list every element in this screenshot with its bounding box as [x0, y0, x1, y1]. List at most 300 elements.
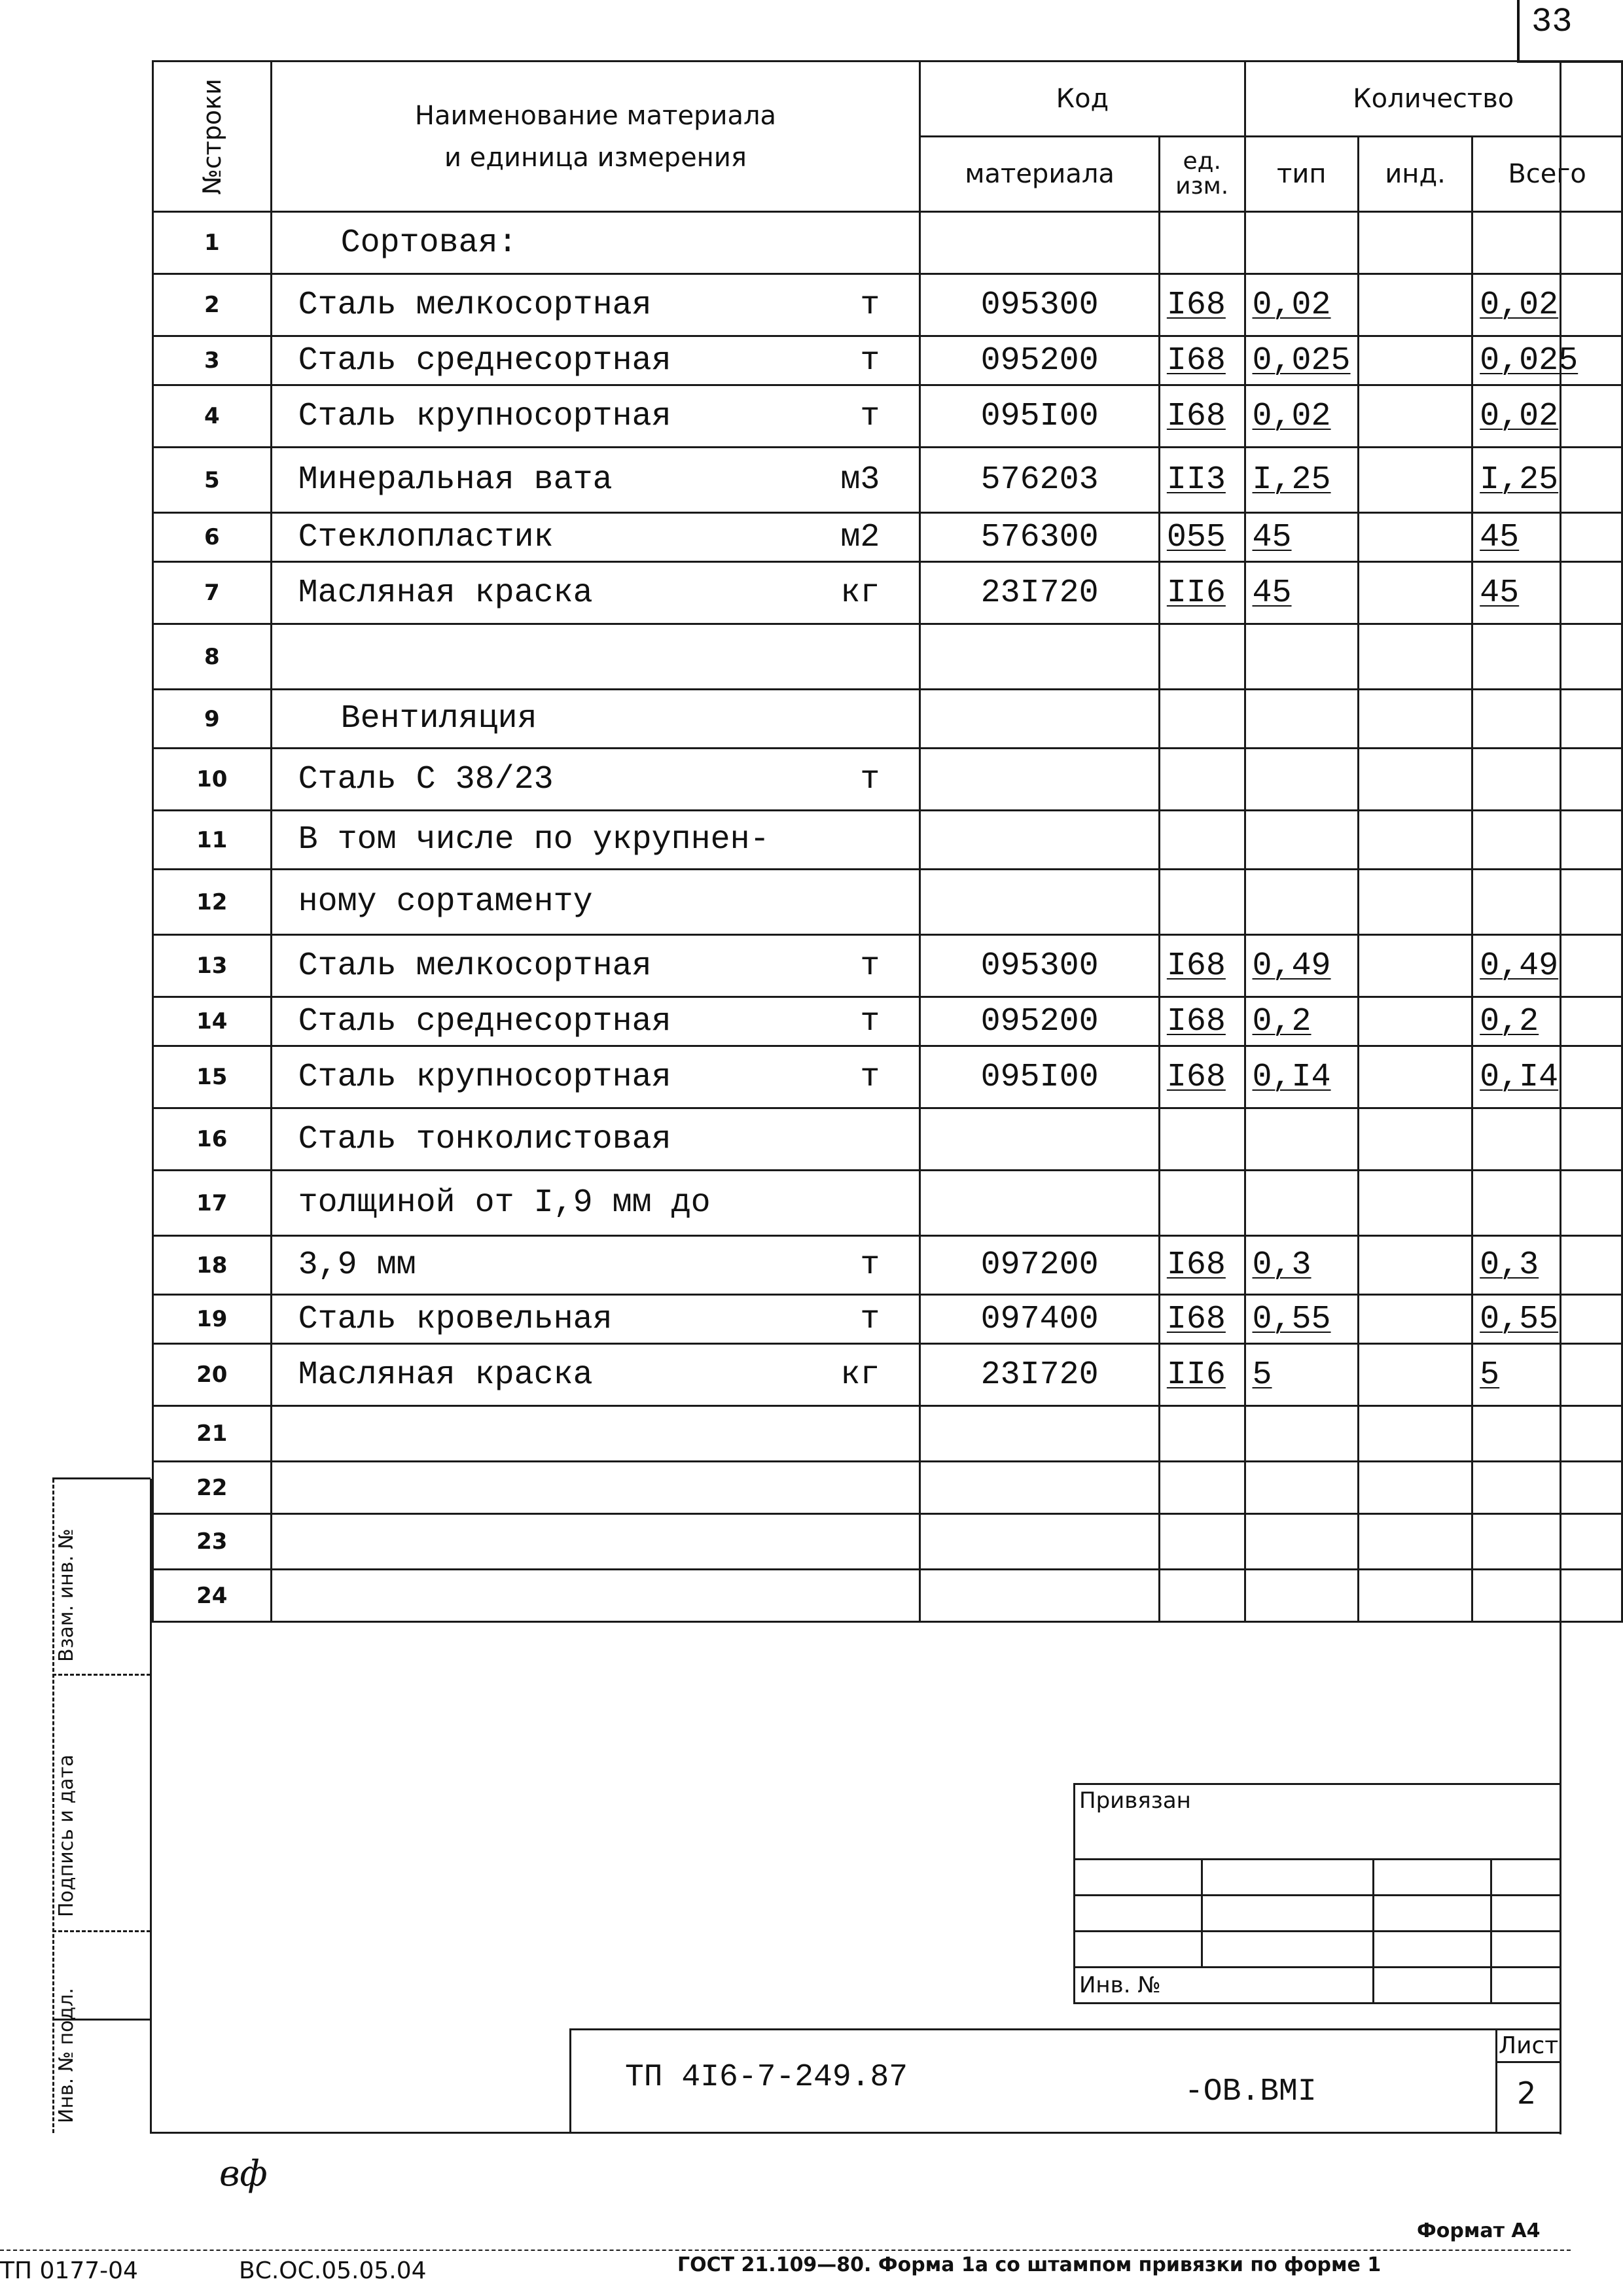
header-material-name: Наименование материала и единица измерения: [271, 62, 920, 212]
material-code-cell: [920, 1108, 1159, 1171]
quantity-type-cell: [1245, 690, 1358, 749]
material-code-cell: [920, 1046, 1159, 1108]
table-row: [153, 1046, 1622, 1108]
quantity-total-cell: [1472, 1406, 1622, 1462]
quantity-ind-cell: [1359, 690, 1472, 749]
quantity-total: 0,02: [1480, 286, 1559, 324]
table-row: [153, 1514, 1622, 1570]
material-code: 095200: [980, 342, 1099, 380]
quantity-type-cell: [1245, 997, 1358, 1046]
material-code-cell: [920, 1570, 1159, 1622]
material-code-cell: [920, 935, 1159, 997]
quantity-total-cell: [1472, 274, 1622, 336]
quantity-total-cell: [1472, 336, 1622, 385]
material-name: Сталь мелкосортная: [298, 286, 652, 324]
row-number: 4: [153, 385, 272, 448]
table-row: [153, 1406, 1622, 1462]
row-number: 1: [153, 212, 272, 274]
material-code-cell: [920, 690, 1159, 749]
table-row: [153, 1344, 1622, 1406]
material-name-cell: [271, 935, 920, 997]
header-row-number: №строки: [153, 62, 272, 212]
quantity-ind-cell: [1359, 1171, 1472, 1236]
row-number: 19: [153, 1295, 272, 1344]
quantity-total-cell: [1472, 1295, 1622, 1344]
quantity-type: 5: [1252, 1356, 1272, 1394]
material-name-cell: [271, 336, 920, 385]
quantity-ind-cell: [1359, 274, 1472, 336]
quantity-type-cell: [1245, 1406, 1358, 1462]
unit-of-measure: кг: [840, 574, 880, 612]
material-name-cell: [271, 1295, 920, 1344]
unit-code-cell: [1159, 1406, 1245, 1462]
quantity-total: 0,025: [1480, 342, 1578, 380]
material-code-cell: [920, 1344, 1159, 1406]
quantity-total-cell: [1472, 448, 1622, 513]
unit-code-cell: [1159, 1171, 1245, 1236]
material-code-cell: [920, 1171, 1159, 1236]
material-name: Масляная краска: [298, 1356, 593, 1394]
material-name: Сталь среднесортная: [298, 342, 671, 380]
quantity-total-cell: [1472, 562, 1622, 624]
quantity-type-cell: [1245, 274, 1358, 336]
row-number: 5: [153, 448, 272, 513]
table-row: [153, 749, 1622, 811]
row-number: 18: [153, 1236, 272, 1295]
material-name-cell: [271, 1406, 920, 1462]
quantity-ind-cell: [1359, 1236, 1472, 1295]
table-row: [153, 1236, 1622, 1295]
row-number: 17: [153, 1171, 272, 1236]
material-code-cell: [920, 448, 1159, 513]
row-number: 9: [153, 690, 272, 749]
page-number: 33: [1531, 3, 1573, 41]
quantity-ind-cell: [1359, 212, 1472, 274]
handwritten-initials: вф: [219, 2153, 268, 2194]
unit-code-cell: [1159, 274, 1245, 336]
quantity-total-cell: [1472, 935, 1622, 997]
table-row: [153, 690, 1622, 749]
unit-of-measure: кг: [840, 1356, 880, 1394]
unit-of-measure: м3: [840, 461, 880, 499]
unit-code: I68: [1166, 1300, 1226, 1338]
quantity-ind-cell: [1359, 1514, 1472, 1570]
material-code: 097200: [980, 1246, 1099, 1284]
table-row: [153, 1462, 1622, 1514]
unit-code-cell: [1159, 385, 1245, 448]
quantity-total-cell: [1472, 513, 1622, 562]
material-name-cell: [271, 749, 920, 811]
material-code-cell: [920, 274, 1159, 336]
material-code: 23I720: [980, 574, 1099, 612]
table-row: [153, 624, 1622, 690]
row-number: 8: [153, 624, 272, 690]
table-row: [153, 1108, 1622, 1171]
quantity-type: 0,025: [1252, 342, 1351, 380]
material-name: ному сортаменту: [298, 883, 593, 921]
row-number: 24: [153, 1570, 272, 1622]
quantity-total: 0,02: [1480, 397, 1559, 435]
unit-code: 055: [1166, 518, 1226, 556]
row-number: 23: [153, 1514, 272, 1570]
row-number: 15: [153, 1046, 272, 1108]
footer-format: Формат А4: [1417, 2219, 1541, 2242]
material-code-cell: [920, 1295, 1159, 1344]
quantity-ind-cell: [1359, 935, 1472, 997]
quantity-ind-cell: [1359, 1295, 1472, 1344]
quantity-total-cell: [1472, 212, 1622, 274]
material-name: Стеклопластик: [298, 518, 554, 556]
quantity-ind-cell: [1359, 997, 1472, 1046]
side-label-replaced-inv: Взам. инв. №: [55, 1528, 78, 1662]
quantity-total-cell: [1472, 997, 1622, 1046]
material-name: Масляная краска: [298, 574, 593, 612]
material-name-cell: [271, 448, 920, 513]
table-row: [153, 448, 1622, 513]
material-code: 097400: [980, 1300, 1099, 1338]
quantity-type: 0,55: [1252, 1300, 1331, 1338]
sheet-box-divider: [1495, 2061, 1560, 2063]
quantity-type-cell: [1245, 1514, 1358, 1570]
side-margin-top-border: [52, 1477, 151, 1479]
quantity-ind-cell: [1359, 870, 1472, 935]
unit-code: II3: [1166, 461, 1226, 499]
page-number-rule: [1517, 0, 1520, 63]
unit-code-cell: [1159, 811, 1245, 870]
unit-code: I68: [1166, 342, 1226, 380]
unit-code: I68: [1166, 1002, 1226, 1040]
quantity-type: 0,I4: [1252, 1058, 1331, 1096]
quantity-ind-cell: [1359, 385, 1472, 448]
quantity-type-cell: [1245, 336, 1358, 385]
quantity-type-cell: [1245, 1462, 1358, 1514]
quantity-type: 0,2: [1252, 1002, 1311, 1040]
unit-of-measure: т: [860, 1246, 880, 1284]
material-code-cell: [920, 385, 1159, 448]
quantity-ind-cell: [1359, 1462, 1472, 1514]
unit-code: II6: [1166, 1356, 1226, 1394]
quantity-ind-cell: [1359, 513, 1472, 562]
unit-code-cell: [1159, 1236, 1245, 1295]
unit-of-measure: т: [860, 760, 880, 798]
quantity-total: 0,3: [1480, 1246, 1539, 1284]
material-name: Сталь крупносортная: [298, 397, 671, 435]
material-name-cell: [271, 513, 920, 562]
material-code-cell: [920, 1514, 1159, 1570]
unit-code-cell: [1159, 1344, 1245, 1406]
table-row: [153, 870, 1622, 935]
material-name: Сталь мелкосортная: [298, 947, 652, 985]
quantity-type-cell: [1245, 562, 1358, 624]
footer-gost: ГОСТ 21.109—80. Форма 1а со штампом привязки по форме 1: [677, 2253, 1382, 2276]
header-quantity: Количество: [1245, 62, 1622, 137]
unit-code-cell: [1159, 1295, 1245, 1344]
material-name-cell: [271, 212, 920, 274]
table-row: [153, 1570, 1622, 1622]
material-name-cell: [271, 1514, 920, 1570]
unit-code: I68: [1166, 1058, 1226, 1096]
material-name-cell: [271, 1570, 920, 1622]
unit-code-cell: [1159, 1462, 1245, 1514]
quantity-type-cell: [1245, 212, 1358, 274]
table-row: [153, 997, 1622, 1046]
quantity-ind-cell: [1359, 749, 1472, 811]
material-code-cell: [920, 513, 1159, 562]
stamp-inv-no-label: Инв. №: [1075, 1968, 1374, 2004]
quantity-type-cell: [1245, 1046, 1358, 1108]
material-code-cell: [920, 336, 1159, 385]
unit-of-measure: т: [860, 947, 880, 985]
material-name: Вентиляция: [340, 700, 537, 737]
side-margin-left-border: [52, 1479, 54, 2133]
quantity-total: 0,I4: [1480, 1058, 1559, 1096]
row-number: 7: [153, 562, 272, 624]
material-code-cell: [920, 624, 1159, 690]
quantity-type-cell: [1245, 935, 1358, 997]
material-name-cell: [271, 1236, 920, 1295]
quantity-ind-cell: [1359, 562, 1472, 624]
table-row: [153, 562, 1622, 624]
material-code-cell: [920, 562, 1159, 624]
quantity-total-cell: [1472, 690, 1622, 749]
row-number: 22: [153, 1462, 272, 1514]
material-name-cell: [271, 811, 920, 870]
material-code-cell: [920, 997, 1159, 1046]
unit-code-cell: [1159, 212, 1245, 274]
quantity-total-cell: [1472, 385, 1622, 448]
material-code-cell: [920, 749, 1159, 811]
material-code: 095300: [980, 286, 1099, 324]
material-name: Сталь С 38/23: [298, 760, 554, 798]
material-name: Сталь тонколистовая: [298, 1120, 671, 1158]
material-name-cell: [271, 274, 920, 336]
material-code: 576300: [980, 518, 1099, 556]
quantity-ind-cell: [1359, 1406, 1472, 1462]
quantity-type-cell: [1245, 811, 1358, 870]
material-code: 095300: [980, 947, 1099, 985]
footer-rule: [0, 2250, 1571, 2251]
quantity-type-cell: [1245, 1108, 1358, 1171]
side-label-inv-original: Инв. № подл.: [55, 1988, 78, 2123]
table-row: [153, 1171, 1622, 1236]
material-code: 576203: [980, 461, 1099, 499]
material-name: Сталь крупносортная: [298, 1058, 671, 1096]
quantity-ind-cell: [1359, 448, 1472, 513]
footer-left-code: ТП 0177-04: [0, 2257, 138, 2284]
unit-code-cell: [1159, 448, 1245, 513]
material-name-cell: [271, 1171, 920, 1236]
frame-left-border: [150, 1479, 152, 2133]
quantity-total-cell: [1472, 1171, 1622, 1236]
quantity-type: 0,49: [1252, 947, 1331, 985]
quantity-ind-cell: [1359, 811, 1472, 870]
quantity-type-cell: [1245, 624, 1358, 690]
quantity-total-cell: [1472, 1236, 1622, 1295]
material-code-cell: [920, 1406, 1159, 1462]
quantity-ind-cell: [1359, 1344, 1472, 1406]
quantity-ind-cell: [1359, 624, 1472, 690]
quantity-total: 45: [1480, 518, 1520, 556]
unit-code-cell: [1159, 562, 1245, 624]
material-code-cell: [920, 1462, 1159, 1514]
quantity-total-cell: [1472, 1108, 1622, 1171]
material-code: 23I720: [980, 1356, 1099, 1394]
quantity-total-cell: [1472, 1046, 1622, 1108]
material-name-cell: [271, 690, 920, 749]
quantity-total: 5: [1480, 1356, 1500, 1394]
header-unit: ед. изм.: [1159, 137, 1245, 212]
unit-code-cell: [1159, 870, 1245, 935]
header-type: тип: [1245, 137, 1358, 212]
unit-code-cell: [1159, 1570, 1245, 1622]
materials-table: [152, 60, 1623, 1623]
side-margin-divider: [52, 1674, 151, 1676]
material-name-cell: [271, 870, 920, 935]
row-number: 20: [153, 1344, 272, 1406]
footer-series: ВС.ОС.05.05.04: [239, 2257, 427, 2284]
table-row: [153, 513, 1622, 562]
quantity-ind-cell: [1359, 336, 1472, 385]
quantity-total: 0,2: [1480, 1002, 1539, 1040]
row-number: 11: [153, 811, 272, 870]
table-row: [153, 274, 1622, 336]
quantity-total: 45: [1480, 574, 1520, 612]
quantity-type-cell: [1245, 448, 1358, 513]
material-code-cell: [920, 1236, 1159, 1295]
unit-code-cell: [1159, 690, 1245, 749]
quantity-type: 45: [1252, 574, 1292, 612]
material-code-cell: [920, 870, 1159, 935]
quantity-total-cell: [1472, 749, 1622, 811]
unit-of-measure: м2: [840, 518, 880, 556]
quantity-type: 0,02: [1252, 397, 1331, 435]
unit-of-measure: т: [860, 1058, 880, 1096]
quantity-total-cell: [1472, 1462, 1622, 1514]
material-name-cell: [271, 1108, 920, 1171]
quantity-total-cell: [1472, 870, 1622, 935]
material-code: 095I00: [980, 1058, 1099, 1096]
quantity-type-cell: [1245, 1344, 1358, 1406]
row-number: 6: [153, 513, 272, 562]
unit-code: I68: [1166, 397, 1226, 435]
material-name: 3,9 мм: [298, 1246, 416, 1284]
quantity-ind-cell: [1359, 1046, 1472, 1108]
row-number: 3: [153, 336, 272, 385]
unit-code: I68: [1166, 286, 1226, 324]
quantity-type: 45: [1252, 518, 1292, 556]
sheet-label: Лист: [1499, 2032, 1559, 2059]
document-suffix: -ОВ.ВМI: [1185, 2074, 1317, 2110]
document-code: ТП 4I6-7-249.87: [625, 2060, 908, 2095]
header-ind: инд.: [1359, 137, 1472, 212]
binding-stamp: [1073, 1783, 1561, 2004]
material-code-cell: [920, 811, 1159, 870]
unit-code-cell: [1159, 1046, 1245, 1108]
quantity-type: I,25: [1252, 461, 1331, 499]
stamp-bound-label: Привязан: [1075, 1784, 1561, 1860]
row-number: 10: [153, 749, 272, 811]
row-number: 16: [153, 1108, 272, 1171]
quantity-type-cell: [1245, 513, 1358, 562]
material-name: толщиной от I,9 мм до: [298, 1184, 711, 1222]
material-code-cell: [920, 212, 1159, 274]
unit-code-cell: [1159, 1514, 1245, 1570]
material-name-cell: [271, 624, 920, 690]
side-margin-divider: [52, 1930, 151, 1932]
table-row: [153, 385, 1622, 448]
unit-of-measure: т: [860, 1300, 880, 1338]
quantity-total-cell: [1472, 1514, 1622, 1570]
table-row: [153, 935, 1622, 997]
header-code: Код: [920, 62, 1245, 137]
unit-code-cell: [1159, 336, 1245, 385]
header-material-code: материала: [920, 137, 1159, 212]
material-name: Минеральная вата: [298, 461, 613, 499]
table-row: [153, 336, 1622, 385]
quantity-ind-cell: [1359, 1570, 1472, 1622]
unit-code-cell: [1159, 935, 1245, 997]
unit-code: I68: [1166, 947, 1226, 985]
table-row: [153, 811, 1622, 870]
unit-of-measure: т: [860, 397, 880, 435]
unit-code-cell: [1159, 624, 1245, 690]
material-name-cell: [271, 1344, 920, 1406]
quantity-type-cell: [1245, 870, 1358, 935]
table-row: [153, 1295, 1622, 1344]
sheet-number: 2: [1517, 2075, 1537, 2111]
side-label-signature-date: Подпись и дата: [55, 1754, 78, 1917]
material-name-cell: [271, 385, 920, 448]
quantity-total-cell: [1472, 624, 1622, 690]
quantity-total: I,25: [1480, 461, 1559, 499]
material-name-cell: [271, 562, 920, 624]
material-name: Сталь кровельная: [298, 1300, 613, 1338]
unit-code: II6: [1166, 574, 1226, 612]
quantity-total: 0,49: [1480, 947, 1559, 985]
row-number: 14: [153, 997, 272, 1046]
unit-code-cell: [1159, 749, 1245, 811]
material-code: 095200: [980, 1002, 1099, 1040]
row-number: 13: [153, 935, 272, 997]
quantity-total-cell: [1472, 1570, 1622, 1622]
header-total: Всего: [1472, 137, 1622, 212]
quantity-type-cell: [1245, 1295, 1358, 1344]
quantity-total-cell: [1472, 1344, 1622, 1406]
material-name-cell: [271, 1046, 920, 1108]
table-row: [153, 212, 1622, 274]
unit-code-cell: [1159, 1108, 1245, 1171]
unit-code-cell: [1159, 997, 1245, 1046]
row-number: 2: [153, 274, 272, 336]
quantity-total: 0,55: [1480, 1300, 1559, 1338]
material-name: В том числе по укрупнен-: [298, 821, 770, 858]
row-number: 12: [153, 870, 272, 935]
row-number: 21: [153, 1406, 272, 1462]
material-name: Сортовая:: [340, 224, 518, 262]
quantity-type: 0,3: [1252, 1246, 1311, 1284]
material-code: 095I00: [980, 397, 1099, 435]
unit-of-measure: т: [860, 1002, 880, 1040]
quantity-type-cell: [1245, 1570, 1358, 1622]
quantity-type: 0,02: [1252, 286, 1331, 324]
material-name-cell: [271, 997, 920, 1046]
unit-of-measure: т: [860, 342, 880, 380]
quantity-type-cell: [1245, 385, 1358, 448]
material-name: Сталь среднесортная: [298, 1002, 671, 1040]
quantity-type-cell: [1245, 749, 1358, 811]
quantity-ind-cell: [1359, 1108, 1472, 1171]
quantity-total-cell: [1472, 811, 1622, 870]
